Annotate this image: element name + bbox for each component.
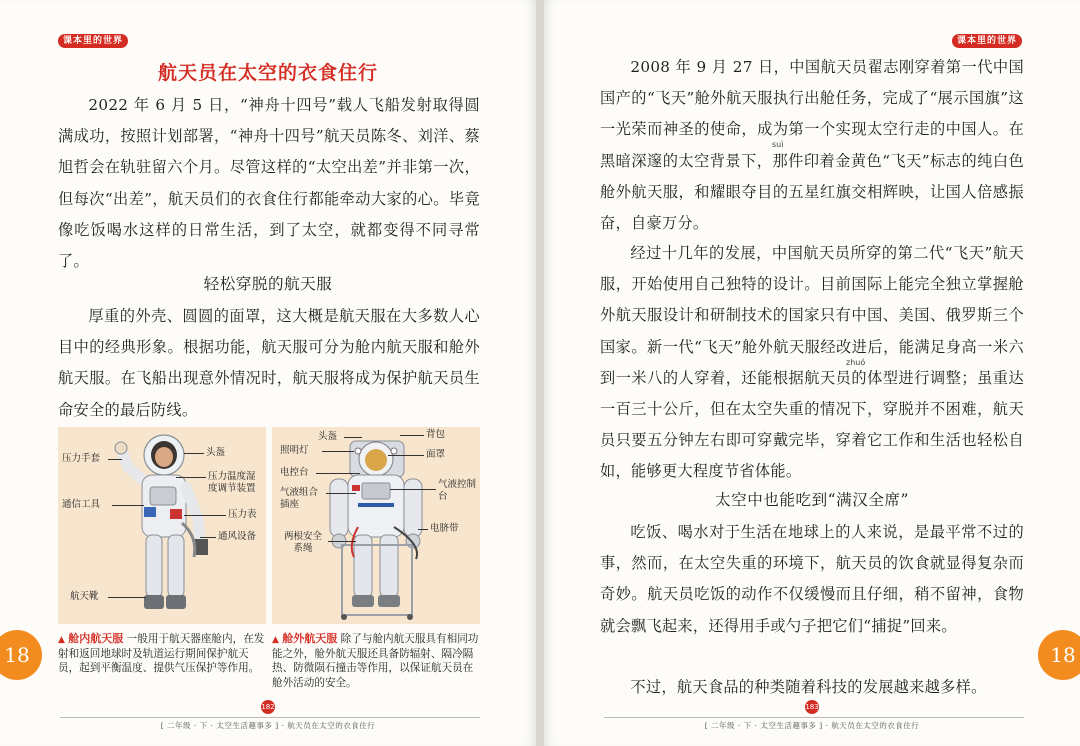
eva-suit-figure (272, 427, 480, 624)
ivs-caption-text: 一般用于航天器座舱内，在发射和返回地球时及轨道运行期间保护航天员，起到平衡温度、提供气压保护等作用。 (58, 633, 265, 675)
footer-left: [ 二年级 · 下 · 太空生活趣事多 ] · 航天员在太空的衣食住行 (160, 721, 376, 730)
label-pressure-temp: 压力温度湿度调节装置 (208, 471, 256, 494)
eva-caption-tag: 舱外航天服 (282, 632, 338, 645)
label-comm-tool: 通信工具 (62, 499, 101, 510)
subheading-spacesuit: 轻松穿脱的航天服 (203, 275, 333, 293)
right-paragraph-4: 不过，航天食品的种类随着科技的发展越来越多样。 (630, 678, 987, 696)
article-title: 航天员在太空的衣食住行 (157, 62, 378, 84)
folio-left: 182 (261, 700, 275, 714)
label-lamp: 照明灯 (280, 445, 309, 456)
label-pressure-glove: 压力手套 (62, 453, 101, 464)
leader-line (326, 493, 356, 494)
label-helmet: 头盔 (206, 447, 226, 458)
leader-line (184, 515, 226, 516)
intro-paragraph: 2022 年 6 月 5 日，“神舟十四号”载人飞船发射取得圆满成功，按照计划部署，“神舟十四号”航天员陈冬、刘洋、蔡旭哲会在轨驻留六个月。尽管这样的“太空出差”并非第一次，但每次“出差”，航天员们的衣食住行都能牵动大家的心。毕竟像吃饭喝水这样的日常生活，到了太空，就都变得不同寻常了。 (58, 96, 480, 271)
footer-right: [ 二年级 · 下 · 太空生活趣事多 ] · 航天员在太空的衣食住行 (704, 721, 920, 730)
leader-line (390, 489, 436, 490)
ivs-suit-figure (58, 427, 266, 624)
leader-line (328, 541, 356, 542)
page-number-left: 18 (0, 630, 42, 680)
eva-caption (272, 632, 480, 690)
label-eva-helmet: 头盔 (318, 431, 338, 442)
leader-line (400, 435, 424, 436)
right-paragraph-2: 经过十几年的发展，中国航天员所穿的第二代“飞天”航天服，开始使用自己独特的设计。目前国际上能完全独立掌握舱外航天服设计和研制技术的国家只有中国、美国、俄罗斯三个国家。新一代“飞天”舱外航天服经改进后，能满足身高一米六到一米八的人穿着，还能根据航天员的体型进行调整；虽重达一百三十公斤，但在太空失重的情况下，穿脱并不困难，航天员只要五分钟左右即可穿戴完毕，穿着它工作和生活也轻松自如，能够更大程度节省体能。 (600, 244, 1024, 481)
label-vent-device: 通风设备 (218, 531, 257, 542)
spacesuit-paragraph: 厚重的外壳、圆圆的面罩，这大概是航天服在大多数人心目中的经典形象。根据功能，航天服可分为舱内航天服和舱外航天服。在飞船出现意外情况时，航天服将成为保护航天员生命安全的最后防线。 (58, 307, 480, 419)
leader-line (108, 597, 146, 598)
label-pressure-gauge: 压力表 (228, 509, 257, 520)
leader-line (184, 453, 204, 454)
section-badge-right: 课本里的世界 (952, 34, 1022, 48)
leader-line (344, 437, 362, 438)
label-gas-control: 气液控制台 (438, 479, 477, 502)
leader-line (112, 505, 144, 506)
label-backpack: 背包 (426, 429, 446, 440)
leader-line (176, 477, 206, 478)
leader-line (200, 537, 216, 538)
right-paragraph-3: 吃饭、喝水对于生活在地球上的人来说，是最平常不过的事，然而，在太空失重的环境下，航天员的饮食就显得复杂而奇妙。航天员吃饭的动作不仅缓慢而且仔细，稍不留神，食物就会飘飞起来，还得用手或勺子把它们“捕捉”回来。 (600, 523, 1024, 635)
left-page (0, 0, 536, 746)
label-safety-tether: 两根安全系绳 (283, 531, 322, 554)
ivs-caption (58, 632, 266, 676)
leader-line (316, 473, 360, 474)
folio-right: 183 (805, 700, 819, 714)
leader-line (108, 459, 122, 460)
pinyin-sui: suì (772, 140, 784, 149)
label-boots: 航天靴 (70, 591, 99, 602)
page-number-right: 18 (1038, 630, 1080, 680)
subheading-food: 太空中也能吃到“满汉全席” (715, 491, 909, 509)
label-visor: 面罩 (426, 449, 446, 460)
label-umbilical: 电脐带 (430, 523, 459, 534)
leader-line (418, 529, 428, 530)
right-page (544, 0, 1080, 746)
eva-caption-text: 除了与舱内航天服具有相同功能之外，舱外航天服还具备防辐射、隔冷隔热、防微陨石撞击等作用，以保证航天员在舱外活动的安全。 (272, 633, 479, 689)
ivs-caption-tag: 舱内航天服 (68, 632, 124, 645)
footer-divider (604, 717, 1024, 718)
label-gas-socket: 气液组合插座 (280, 487, 319, 510)
leader-line (388, 455, 424, 456)
leader-line (322, 451, 354, 452)
footer-divider (60, 717, 480, 718)
section-badge: 课本里的世界 (58, 34, 128, 48)
book-gutter (536, 0, 544, 746)
label-control-panel: 电控台 (280, 467, 309, 478)
triangle-icon: ▲ (58, 635, 65, 645)
pinyin-zhuo: zhuó (846, 358, 866, 367)
triangle-icon: ▲ (272, 635, 279, 645)
right-paragraph-1: 2008 年 9 月 27 日，中国航天员翟志刚穿着第一代中国国产的“飞天”舱外航天服执行出舱任务，完成了“展示国旗”这一光荣而神圣的使命，成为第一个实现太空行走的中国人。在黑暗深邃的太空背景下，那件印着金黄色“飞天”标志的纯白色舱外航天服，和耀眼夺目的五星红旗交相辉映，让国人倍感振奋，自豪万分。 (600, 58, 1024, 233)
